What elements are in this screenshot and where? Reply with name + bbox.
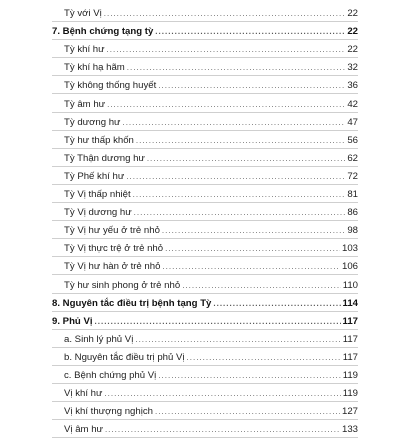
- toc-page-number: 32: [347, 62, 358, 74]
- table-of-contents: [52, 4, 358, 438]
- toc-section-heading: [52, 312, 358, 330]
- toc-entry-label: Tỳ Thận dương hư: [64, 152, 145, 164]
- toc-entry: [52, 4, 358, 22]
- toc-entry-label: c. Bệnh chứng phủ Vị: [64, 369, 157, 381]
- toc-entry-label: Tỳ Vị thấp nhiệt: [64, 189, 131, 201]
- toc-entry-label: Tỳ Phế khí hư: [64, 170, 125, 182]
- toc-entry-label: a. Sinh lý phủ Vị: [64, 333, 134, 345]
- dot-leader: [107, 100, 345, 109]
- toc-entry: [52, 402, 358, 420]
- toc-entry-label: Vị khí hư: [64, 388, 103, 400]
- toc-entry: [52, 275, 358, 293]
- dot-leader: [187, 353, 341, 362]
- toc-page-number: 119: [342, 369, 358, 381]
- dot-leader: [127, 63, 346, 72]
- dot-leader: [155, 407, 340, 416]
- dot-leader: [105, 425, 340, 434]
- toc-entry-label: Tỳ âm hư: [64, 98, 106, 110]
- dot-leader: [95, 317, 341, 326]
- toc-section-heading: [52, 22, 358, 40]
- toc-page-number: 56: [347, 134, 358, 146]
- dot-leader: [165, 244, 340, 253]
- dot-leader: [104, 389, 340, 398]
- dot-leader: [122, 118, 345, 127]
- toc-entry: [52, 257, 358, 275]
- dot-leader: [162, 262, 340, 271]
- toc-page-number: 119: [342, 388, 358, 400]
- toc-entry: [52, 330, 358, 348]
- toc-page-number: 127: [341, 406, 358, 418]
- dot-leader: [158, 371, 340, 380]
- toc-entry: [52, 420, 358, 438]
- dot-leader: [182, 281, 341, 290]
- dot-leader: [162, 226, 345, 235]
- toc-page-number: 36: [347, 80, 358, 92]
- dot-leader: [158, 81, 345, 90]
- dot-leader: [126, 172, 345, 181]
- toc-entry-label: 7. Bệnh chứng tạng tỳ: [52, 26, 154, 38]
- toc-entry-label: Tỳ dương hư: [64, 116, 121, 128]
- toc-page-number: 86: [347, 207, 358, 219]
- toc-entry-label: Tỳ Vị dương hư: [64, 207, 132, 219]
- dot-leader: [155, 27, 345, 36]
- dot-leader: [104, 9, 346, 18]
- toc-page-number: 98: [347, 225, 358, 237]
- toc-page-number: 117: [342, 333, 358, 345]
- toc-entry-label: Tỳ hư sinh phong ở trẻ nhỏ: [64, 279, 181, 291]
- toc-page-number: 106: [341, 261, 358, 273]
- toc-entry: [52, 94, 358, 112]
- toc-entry-label: Vị khí thượng nghịch: [64, 406, 153, 418]
- toc-page-number: 103: [341, 243, 358, 255]
- toc-entry: [52, 149, 358, 167]
- toc-page-number: 110: [342, 279, 358, 291]
- toc-entry: [52, 185, 358, 203]
- toc-entry-label: Tỳ không thống huyết: [64, 80, 157, 92]
- dot-leader: [136, 136, 345, 145]
- dot-leader: [147, 154, 346, 163]
- toc-entry-label: Tỳ khí hạ hãm: [64, 62, 125, 74]
- toc-entry-label: Tỳ với Vị: [64, 8, 102, 20]
- toc-page-number: 81: [347, 189, 358, 201]
- toc-entry-label: 9. Phủ Vị: [52, 315, 93, 327]
- toc-page-number: 22: [347, 26, 358, 38]
- toc-entry-label: Vị âm hư: [64, 424, 103, 436]
- dot-leader: [107, 45, 346, 54]
- dot-leader: [133, 190, 346, 199]
- toc-page-number: 72: [347, 170, 358, 182]
- toc-entry: [52, 76, 358, 94]
- toc-page-number: 42: [347, 98, 358, 110]
- toc-entry-label: Tỳ khí hư: [64, 44, 105, 56]
- toc-entry: [52, 40, 358, 58]
- toc-page-number: 22: [347, 44, 358, 56]
- toc-entry-label: 8. Nguyên tắc điều trị bệnh tạng Tỳ: [52, 297, 212, 309]
- toc-entry-label: Tỳ hư thấp khốn: [64, 134, 134, 146]
- dot-leader: [134, 208, 346, 217]
- toc-entry: [52, 58, 358, 76]
- toc-entry-label: b. Nguyên tắc điều trị phủ Vị: [64, 351, 185, 363]
- toc-entry: [52, 167, 358, 185]
- toc-section-heading: [52, 294, 358, 312]
- toc-entry: [52, 221, 358, 239]
- toc-entry: [52, 348, 358, 366]
- toc-page-number: 22: [347, 8, 358, 20]
- toc-entry: [52, 113, 358, 131]
- toc-page-number: 117: [342, 315, 358, 327]
- toc-entry-label: Tỳ Vị thực trệ ở trẻ nhỏ: [64, 243, 164, 255]
- toc-entry-label: Tỳ Vị hư yếu ở trẻ nhỏ: [64, 225, 160, 237]
- toc-entry: [52, 384, 358, 402]
- toc-entry: [52, 203, 358, 221]
- toc-entry: [52, 131, 358, 149]
- toc-page-number: 133: [341, 424, 358, 436]
- dot-leader: [135, 335, 340, 344]
- dot-leader: [213, 299, 340, 308]
- toc-entry: [52, 366, 358, 384]
- toc-entry-label: Tỳ Vị hư hàn ở trẻ nhỏ: [64, 261, 161, 273]
- toc-page-number: 47: [347, 116, 358, 128]
- toc-page-number: 117: [342, 351, 358, 363]
- toc-page-number: 114: [342, 297, 358, 309]
- toc-page-number: 62: [347, 152, 358, 164]
- toc-entry: [52, 239, 358, 257]
